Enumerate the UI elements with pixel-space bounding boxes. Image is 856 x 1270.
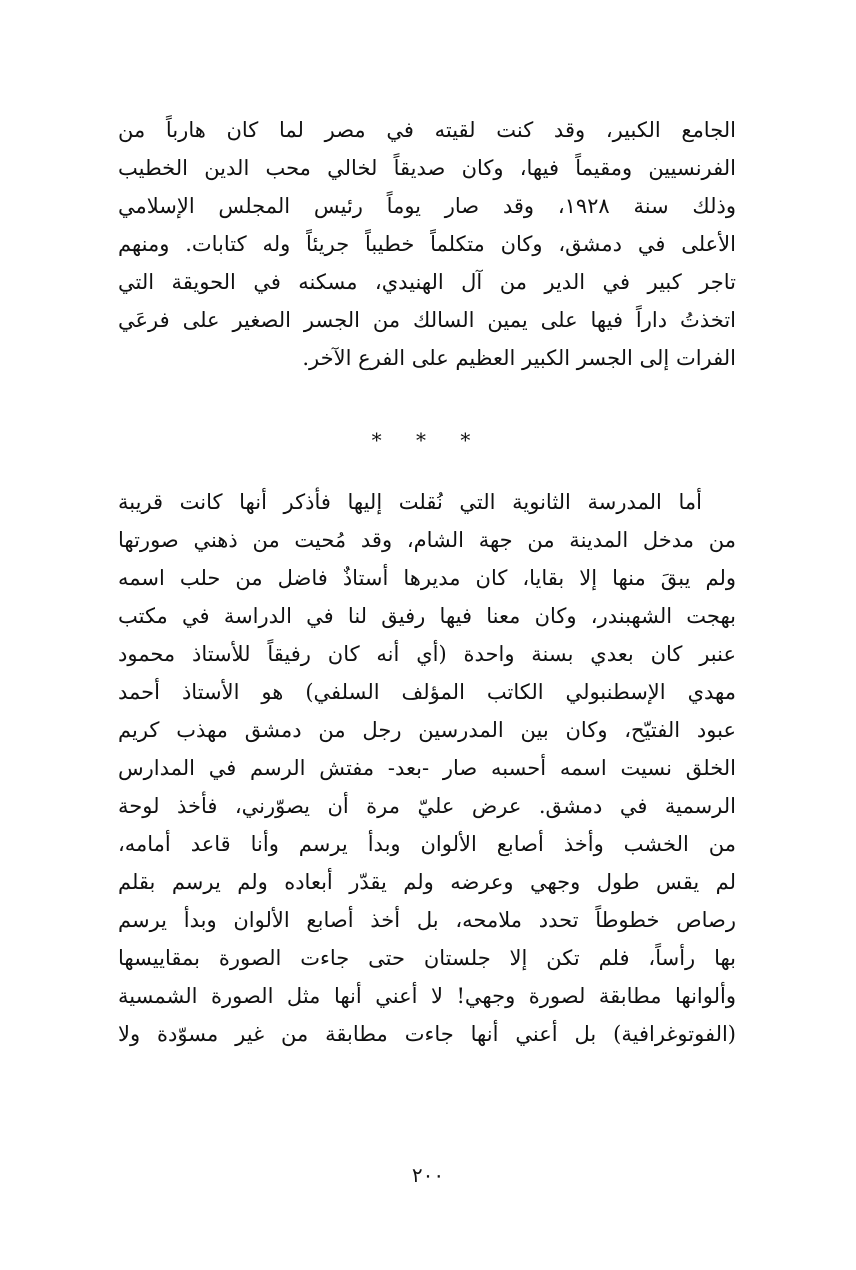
text-line: تاجر كبير في الدير من آل الهنيدي، مسكنه في الحويقة التي [118,270,736,294]
text-line: (الفوتوغرافية) بل أعني أنها جاءت مطابقة من غير مسوّدة ولا [118,1022,736,1046]
text-line: الفرات إلى الجسر الكبير العظيم على الفرع الآخر. [302,346,736,370]
text-line: عنبر كان بعدي بسنة واحدة (أي أنه كان رفيقاً للأستاذ محمود [118,642,736,666]
page-number: ٢٠٠ [411,1163,445,1187]
text-line: أما المدرسة الثانوية التي نُقلت إليها فأذكر أنها كانت قريبة [118,490,702,514]
text-line: الجامع الكبير، وقد كنت لقيته في مصر لما كان هارباً من [118,118,736,142]
text-line: من الخشب وأخذ أصابع الألوان وبدأ يرسم وأنا قاعد أمامه، [118,832,736,856]
text-line: وألوانها مطابقة لصورة وجهي! لا أعني أنها مثل الصورة الشمسية [118,984,736,1008]
text-line: الأعلى في دمشق، وكان متكلماً خطيباً جريئاً وله كتابات. ومنهم [118,232,736,256]
text-line: الرسمية في دمشق. عرض عليّ مرة أن يصوّرني، فأخذ لوحة [118,794,736,818]
text-line: من مدخل المدينة من جهة الشام، وقد مُحيت من ذهني صورتها [118,528,736,552]
text-line: بها رأساً، فلم تكن إلا جلستان حتى جاءت الصورة بمقاييسها [118,946,736,970]
text-line: ولم يبقَ منها إلا بقايا، كان مديرها أستاذٌ فاضل من حلب اسمه [118,566,736,590]
text-line: لم يقس طول وجهي وعرضه ولم يقدّر أبعاده ولم يرسم بقلم [118,870,736,894]
text-line: مهدي الإسطنبولي الكاتب المؤلف السلفي) هو الأستاذ أحمد [118,680,736,704]
text-line: اتخذتُ داراً فيها على يمين السالك من الجسر الصغير على فرعَي [118,308,736,332]
paragraph-continued [118,111,736,377]
section-separator: * * * [371,428,485,452]
text-line: عبود الفتيّح، وكان بين المدرسين رجل من دمشق مهذب كريم [118,718,736,742]
text-line: بهجت الشهبندر، وكان معنا فيها رفيق لنا في الدراسة في مكتب [118,604,736,628]
text-line: الخلق نسيت اسمه أحسبه صار -بعد- مفتش الرسم في المدارس [118,756,736,780]
text-line: الفرنسيين ومقيماً فيها، وكان صديقاً لخالي محب الدين الخطيب [118,156,736,180]
text-line: رصاص خطوطاً تحدد ملامحه، بل أخذ أصابع الألوان وبدأ يرسم [118,908,736,932]
text-line: وذلك سنة ١٩٢٨، وقد صار يوماً رئيس المجلس الإسلامي [118,194,736,218]
paragraph-school [118,483,736,1053]
